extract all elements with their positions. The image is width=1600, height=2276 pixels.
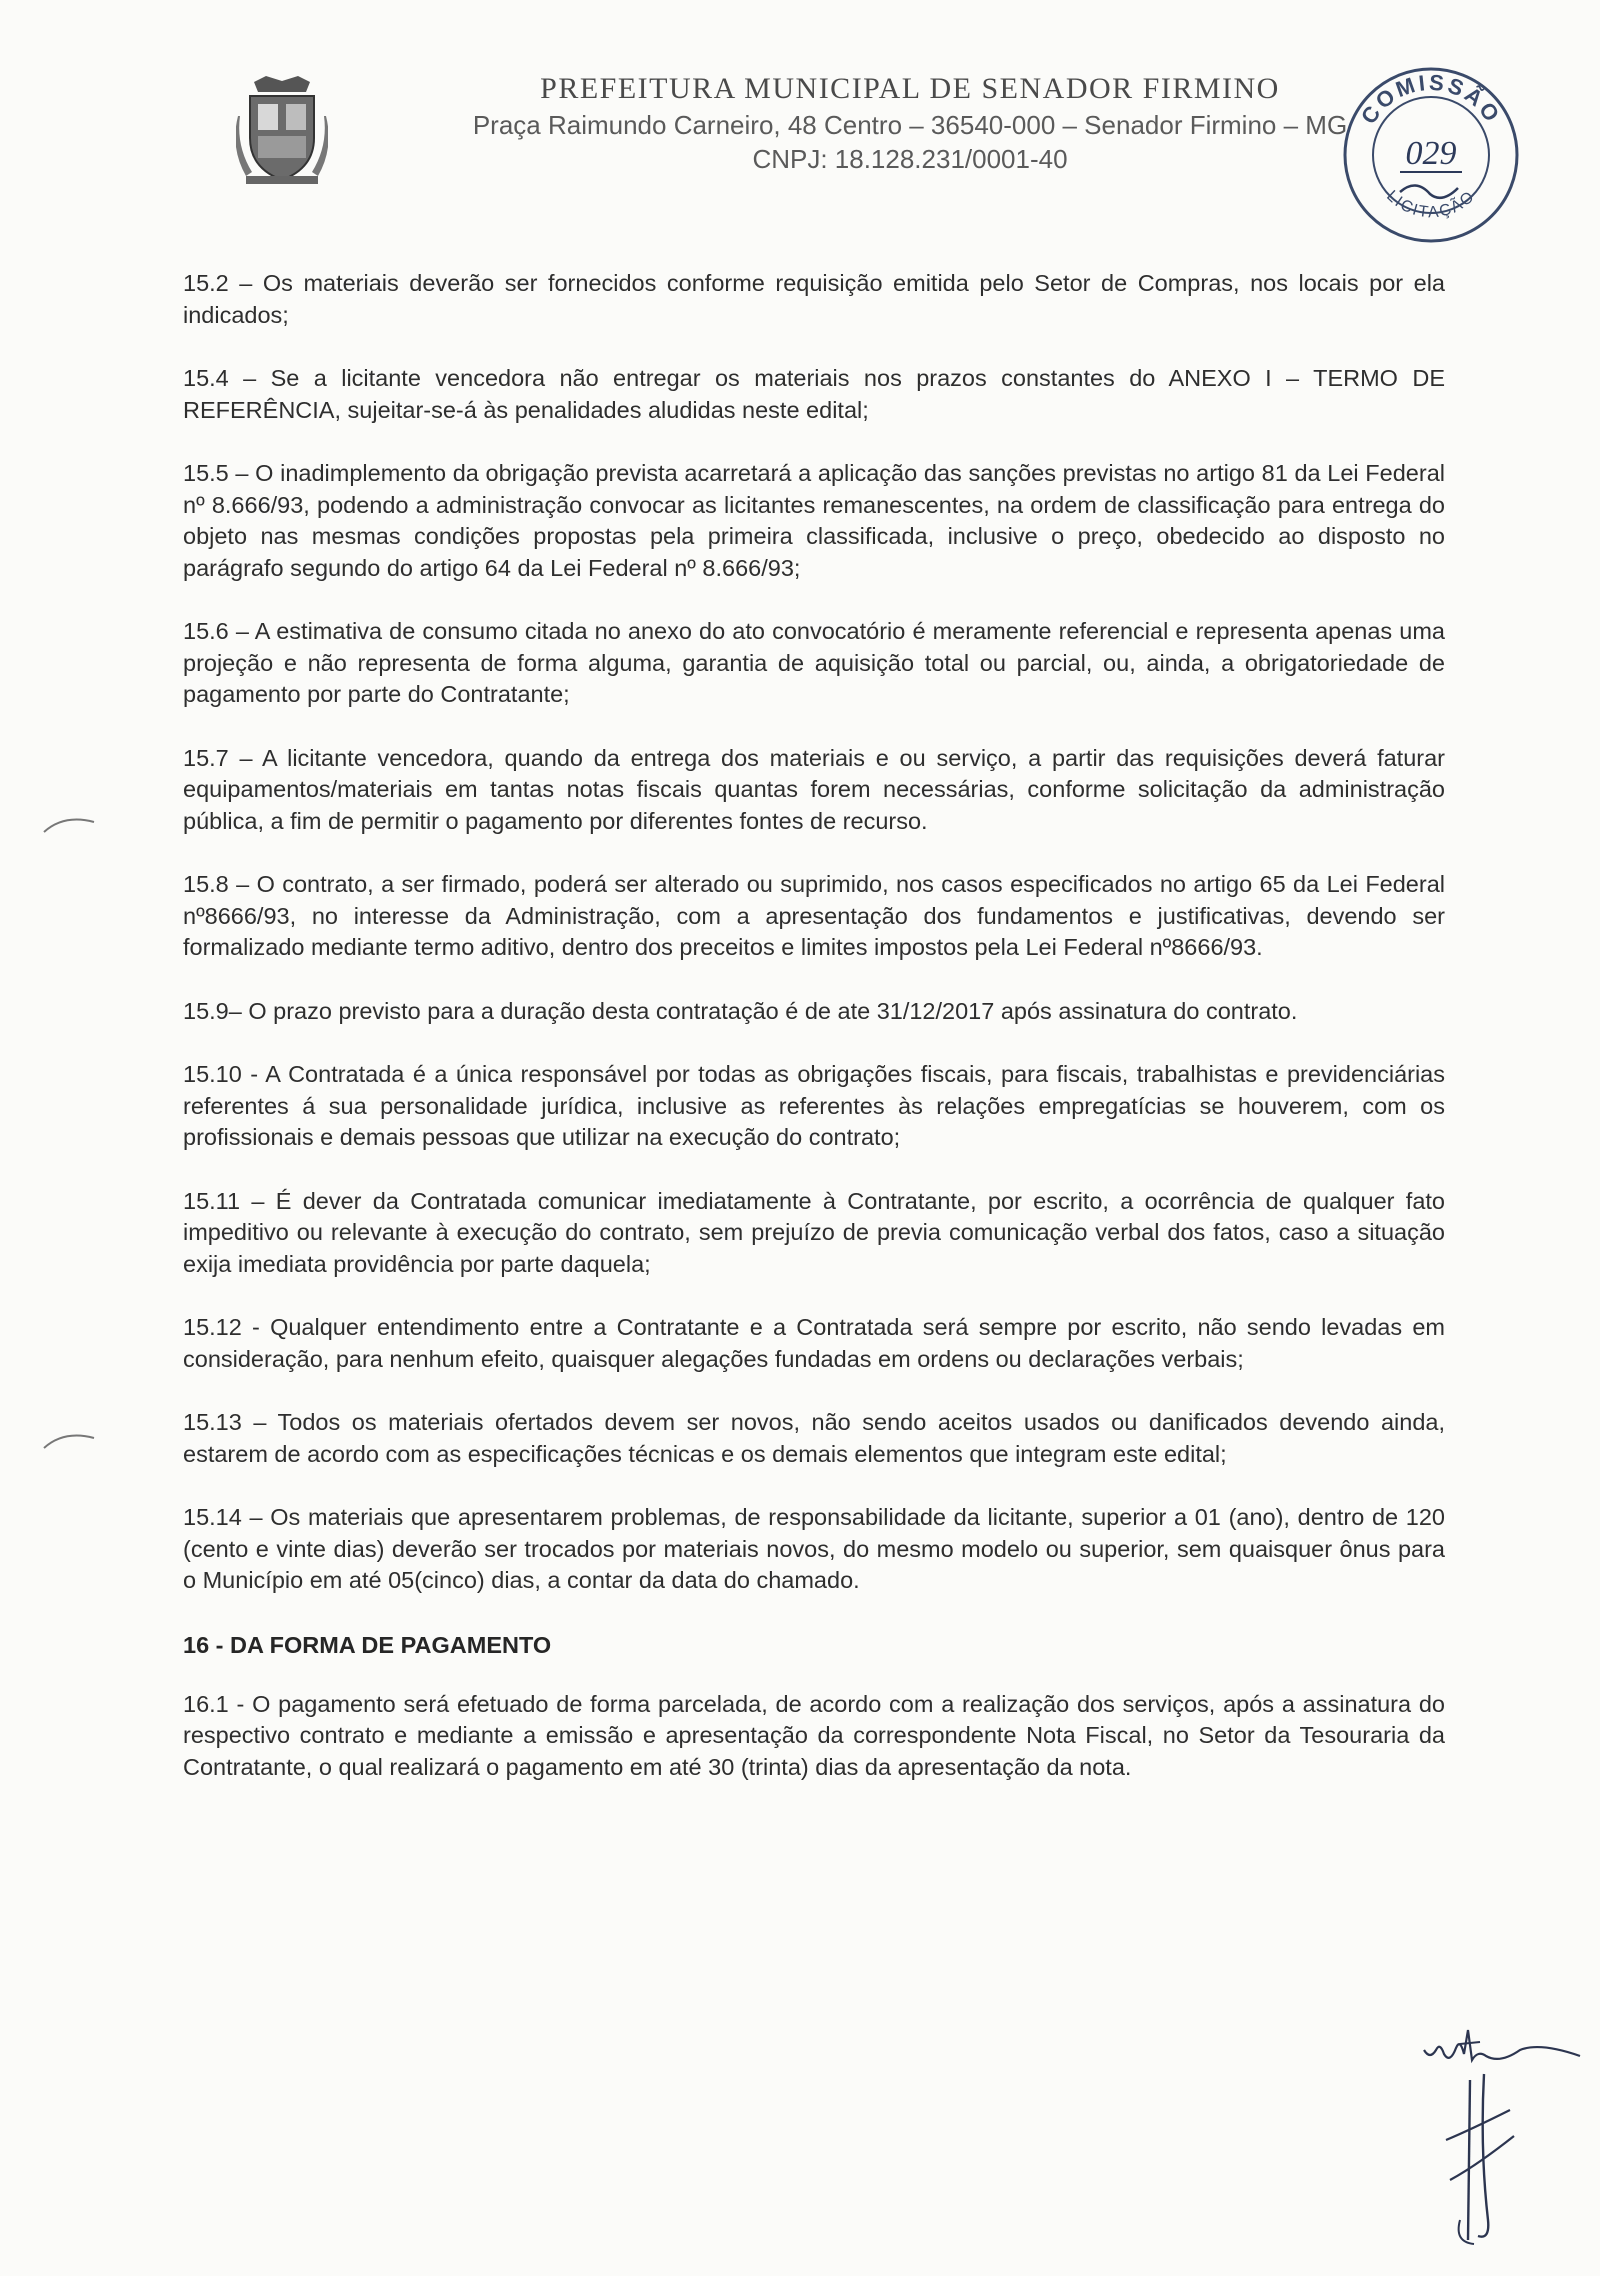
stamp-top-text: COMISSÃO — [1355, 69, 1507, 129]
clause-15-13: 15.13 – Todos os materiais ofertados devem ser novos, não sendo aceitos usados ou danificados devendo ainda, estarem de acordo com as especificações técnicas e os demais elementos que integram este edital; — [183, 1409, 1445, 1467]
clause-15-10: 15.10 - A Contratada é a única responsável por todas as obrigações fiscais, para fiscais, trabalhistas e previdenciárias referentes á sua personalidade jurídica, inclusive as referentes às relações empregatícias se houverem, com os profissionais e demais pessoas que utilizar na execução do contrato; — [183, 1061, 1445, 1150]
clause-15-2: 15.2 – Os materiais deverão ser fornecidos conforme requisição emitida pelo Setor de Compras, nos locais por ela indicados; — [183, 270, 1445, 328]
clause-15-8: 15.8 – O contrato, a ser firmado, poderá ser alterado ou suprimido, nos casos especificados no artigo 65 da Lei Federal nº8666/93, no interesse da Administração, com a apresentação dos fundamentos e justificativas, devendo ser formalizado mediante termo aditivo, dentro dos preceitos e limites impostos pela Lei Federal nº8666/93. — [183, 871, 1445, 960]
municipality-cnpj: CNPJ: 18.128.231/0001-40 — [752, 144, 1068, 174]
clause-15-11: 15.11 – É dever da Contratada comunicar imediatamente à Contratante, por escrito, a ocorrência de qualquer fato impeditivo ou relevante à execução do contrato, sem prejuízo de previa comunicação verbal dos fatos, caso a situação exija imediata providência por parte daquela; — [183, 1187, 1445, 1277]
stamp-bottom-text: LICITAÇÃO — [1383, 187, 1479, 222]
clause-15-4: 15.4 – Se a licitante vencedora não entregar os materiais nos prazos constantes do ANEXO I – TERMO DE REFERÊNCIA, sujeitar-se-á às penalidades aludidas neste edital; — [183, 365, 1445, 423]
clause-15-7: 15.7 – A licitante vencedora, quando da entrega dos materiais e ou serviço, a partir das requisições deverá faturar equipamentos/materiais em tantas notas fiscais quantas forem necessárias, conforme solicitação da administração pública, a fim de permitir o pagamento por diferentes fontes de recurso. — [183, 744, 1445, 834]
clause-15-5: 15.5 – O inadimplemento da obrigação prevista acarretará a aplicação das sanções previstas no artigo 81 da Lei Federal nº 8.666/93, podendo a administração convocar as licitantes remanescentes, na ordem de classificação para entrega do objeto nas mesmas condições propostas pela primeira classificada, inclusive o preço, obedecido ao disposto no parágrafo segundo do artigo 64 da Lei Federal nº 8.666/93; — [183, 460, 1445, 581]
document-body — [183, 268, 1445, 1815]
clause-15-14: 15.14 – Os materiais que apresentarem problemas, de responsabilidade da licitante, superior a 01 (ano), dentro de 120 (cento e vinte dias) deverão ser trocados por materiais novos, do mesmo modelo ou superior, sem quaisquer ônus para o Município em até 05(cinco) dias, a contar da data do chamado. — [183, 1504, 1445, 1593]
stamp-number: 029 — [1405, 135, 1457, 172]
commission-stamp — [1338, 62, 1524, 248]
clause-15-9: 15.9– O prazo previsto para a duração desta contratação é de ate 31/12/2017 após assinatura do contrato. — [183, 997, 1298, 1024]
margin-mark — [40, 812, 100, 836]
municipality-address: Praça Raimundo Carneiro, 48 Centro – 36540-000 – Senador Firmino – MG — [472, 110, 1348, 140]
handwritten-signature — [1440, 2070, 1520, 2250]
clause-16-1: 16.1 - O pagamento será efetuado de forma parcelada, de acordo com a realização dos serviços, após a assinatura do respectivo contrato e mediante a emissão e apresentação da correspondente Nota Fiscal, no Setor da Tesouraria da Contratante, o qual realizará o pagamento em até 30 (trinta) dias da apresentação da nota. — [183, 1690, 1445, 1780]
clause-15-6: 15.6 – A estimativa de consumo citada no anexo do ato convocatório é meramente referencial e representa apenas uma projeção e não representa de forma alguma, garantia de aquisição total ou parcial, ou, ainda, a obrigatoriedade de pagamento por parte do Contratante; — [183, 618, 1445, 707]
municipal-crest-icon — [236, 76, 328, 188]
svg-text:LICITAÇÃO — [1383, 187, 1479, 221]
svg-text:COMISSÃO — [1356, 70, 1506, 129]
municipality-title: PREFEITURA MUNICIPAL DE SENADOR FIRMINO — [540, 72, 1280, 105]
margin-mark — [40, 1428, 100, 1452]
section-16-heading: 16 - DA FORMA DE PAGAMENTO — [183, 1631, 552, 1658]
clause-15-12: 15.12 - Qualquer entendimento entre a Contratante e a Contratada será sempre por escrito, não sendo levadas em consideração, para nenhum efeito, quaisquer alegações fundadas em ordens ou declarações verbais; — [183, 1314, 1445, 1372]
